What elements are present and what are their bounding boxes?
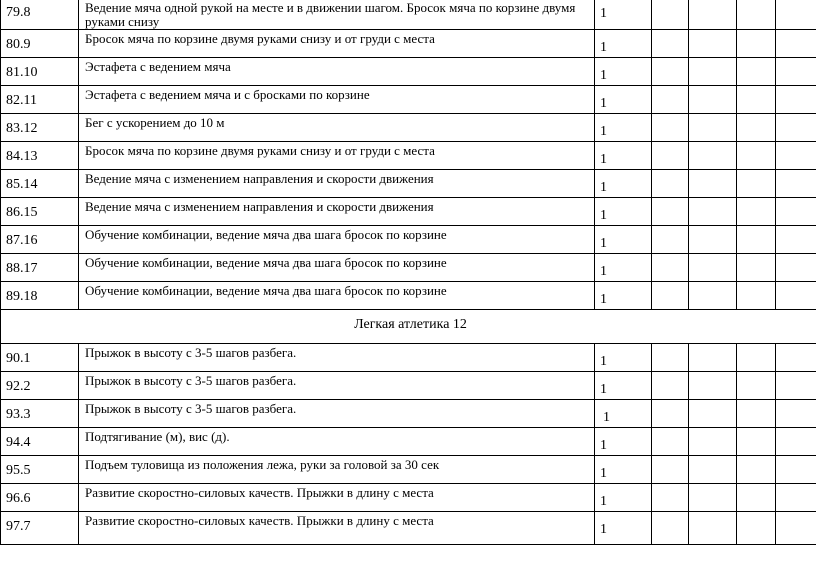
table-row xyxy=(1,114,816,142)
section-title: Легкая атлетика 12 xyxy=(1,310,816,344)
lesson-number: 81.10 xyxy=(1,58,79,86)
empty-cell xyxy=(737,512,776,545)
empty-cell xyxy=(776,456,816,484)
table-row xyxy=(1,428,816,456)
empty-cell xyxy=(689,86,737,114)
lesson-topic: Обучение комбинации, ведение мяча два шага бросок по корзине xyxy=(79,254,595,282)
empty-cell xyxy=(689,400,737,428)
empty-cell xyxy=(689,0,737,30)
empty-cell xyxy=(652,282,689,310)
table-row xyxy=(1,170,816,198)
lesson-hours: 1 xyxy=(595,114,652,142)
table-row xyxy=(1,344,816,372)
empty-cell xyxy=(652,512,689,545)
empty-cell xyxy=(776,484,816,512)
empty-cell xyxy=(652,428,689,456)
lesson-number: 84.13 xyxy=(1,142,79,170)
lesson-number: 95.5 xyxy=(1,456,79,484)
table-row xyxy=(1,372,816,400)
empty-cell xyxy=(652,254,689,282)
lesson-topic: Бег с ускорением до 10 м xyxy=(79,114,595,142)
lesson-hours: 1 xyxy=(595,142,652,170)
lesson-hours: 1 xyxy=(595,400,652,428)
lesson-number: 86.15 xyxy=(1,198,79,226)
empty-cell xyxy=(737,484,776,512)
empty-cell xyxy=(776,282,816,310)
lesson-number: 92.2 xyxy=(1,372,79,400)
lesson-hours: 1 xyxy=(595,372,652,400)
empty-cell xyxy=(737,30,776,58)
empty-cell xyxy=(776,30,816,58)
empty-cell xyxy=(689,226,737,254)
empty-cell xyxy=(689,58,737,86)
empty-cell xyxy=(652,142,689,170)
lesson-topic: Эстафета с ведением мяча xyxy=(79,58,595,86)
lesson-topic: Подъем туловища из положения лежа, руки за головой за 30 сек xyxy=(79,456,595,484)
empty-cell xyxy=(689,512,737,545)
lesson-topic: Прыжок в высоту с 3-5 шагов разбега. xyxy=(79,344,595,372)
empty-cell xyxy=(737,198,776,226)
empty-cell xyxy=(689,198,737,226)
empty-cell xyxy=(737,400,776,428)
lesson-hours: 1 xyxy=(595,58,652,86)
lesson-hours: 1 xyxy=(595,198,652,226)
empty-cell xyxy=(737,428,776,456)
table-row xyxy=(1,30,816,58)
empty-cell xyxy=(652,456,689,484)
table-row xyxy=(1,86,816,114)
lesson-topic: Обучение комбинации, ведение мяча два шага бросок по корзине xyxy=(79,226,595,254)
empty-cell xyxy=(689,114,737,142)
empty-cell xyxy=(776,512,816,545)
table-row xyxy=(1,400,816,428)
lesson-number: 90.1 xyxy=(1,344,79,372)
empty-cell xyxy=(652,484,689,512)
empty-cell xyxy=(776,170,816,198)
empty-cell xyxy=(652,170,689,198)
lesson-hours: 1 xyxy=(595,170,652,198)
empty-cell xyxy=(652,226,689,254)
empty-cell xyxy=(737,372,776,400)
lesson-number: 97.7 xyxy=(1,512,79,545)
empty-cell xyxy=(652,30,689,58)
empty-cell xyxy=(737,170,776,198)
empty-cell xyxy=(776,0,816,30)
lesson-topic: Бросок мяча по корзине двумя руками снизу и от груди с места xyxy=(79,142,595,170)
lesson-topic: Ведение мяча одной рукой на месте и в движении шагом. Бросок мяча по корзине двумя руками снизу xyxy=(79,0,595,30)
empty-cell xyxy=(652,58,689,86)
empty-cell xyxy=(737,254,776,282)
empty-cell xyxy=(689,344,737,372)
table-row xyxy=(1,282,816,310)
empty-cell xyxy=(776,372,816,400)
empty-cell xyxy=(776,198,816,226)
table-row xyxy=(1,142,816,170)
lesson-number: 80.9 xyxy=(1,30,79,58)
lesson-topic: Эстафета с ведением мяча и с бросками по корзине xyxy=(79,86,595,114)
lesson-hours: 1 xyxy=(595,428,652,456)
empty-cell xyxy=(689,456,737,484)
lesson-number: 82.11 xyxy=(1,86,79,114)
lesson-hours: 1 xyxy=(595,456,652,484)
empty-cell xyxy=(737,344,776,372)
empty-cell xyxy=(689,372,737,400)
lesson-topic: Ведение мяча с изменением направления и скорости движения xyxy=(79,198,595,226)
empty-cell xyxy=(652,344,689,372)
lesson-topic: Ведение мяча с изменением направления и скорости движения xyxy=(79,170,595,198)
lesson-number: 93.3 xyxy=(1,400,79,428)
lesson-number: 94.4 xyxy=(1,428,79,456)
empty-cell xyxy=(689,282,737,310)
table-row xyxy=(1,58,816,86)
empty-cell xyxy=(776,344,816,372)
empty-cell xyxy=(776,114,816,142)
empty-cell xyxy=(689,428,737,456)
lesson-topic: Развитие скоростно-силовых качеств. Прыжки в длину с места xyxy=(79,512,595,545)
empty-cell xyxy=(776,254,816,282)
empty-cell xyxy=(689,484,737,512)
lesson-hours: 1 xyxy=(595,30,652,58)
lesson-number: 83.12 xyxy=(1,114,79,142)
empty-cell xyxy=(776,400,816,428)
empty-cell xyxy=(652,400,689,428)
empty-cell xyxy=(776,226,816,254)
empty-cell xyxy=(776,86,816,114)
empty-cell xyxy=(689,170,737,198)
empty-cell xyxy=(652,0,689,30)
empty-cell xyxy=(737,456,776,484)
lesson-topic: Прыжок в высоту с 3-5 шагов разбега. xyxy=(79,372,595,400)
empty-cell xyxy=(689,142,737,170)
lesson-topic: Обучение комбинации, ведение мяча два шага бросок по корзине xyxy=(79,282,595,310)
lesson-number: 79.8 xyxy=(1,0,79,30)
empty-cell xyxy=(737,142,776,170)
lesson-hours: 1 xyxy=(595,254,652,282)
lesson-number: 85.14 xyxy=(1,170,79,198)
lesson-hours: 1 xyxy=(595,0,652,30)
empty-cell xyxy=(776,428,816,456)
lesson-topic: Бросок мяча по корзине двумя руками снизу и от груди с места xyxy=(79,30,595,58)
empty-cell xyxy=(737,226,776,254)
empty-cell xyxy=(652,198,689,226)
lesson-topic: Подтягивание (м), вис (д). xyxy=(79,428,595,456)
table-row xyxy=(1,254,816,282)
empty-cell xyxy=(737,0,776,30)
empty-cell xyxy=(652,114,689,142)
empty-cell xyxy=(737,86,776,114)
lesson-hours: 1 xyxy=(595,226,652,254)
empty-cell xyxy=(737,58,776,86)
lesson-hours: 1 xyxy=(595,282,652,310)
lesson-number: 87.16 xyxy=(1,226,79,254)
empty-cell xyxy=(737,282,776,310)
lesson-topic: Прыжок в высоту с 3-5 шагов разбега. xyxy=(79,400,595,428)
lesson-number: 88.17 xyxy=(1,254,79,282)
empty-cell xyxy=(776,58,816,86)
lesson-hours: 1 xyxy=(595,344,652,372)
table-row xyxy=(1,0,816,30)
empty-cell xyxy=(737,114,776,142)
section-header-row xyxy=(1,310,816,344)
lesson-hours: 1 xyxy=(595,512,652,545)
lesson-hours: 1 xyxy=(595,484,652,512)
table-row xyxy=(1,198,816,226)
table-row xyxy=(1,484,816,512)
empty-cell xyxy=(689,254,737,282)
empty-cell xyxy=(652,86,689,114)
empty-cell xyxy=(689,30,737,58)
table-row xyxy=(1,456,816,484)
table-row xyxy=(1,512,816,545)
lesson-number: 89.18 xyxy=(1,282,79,310)
table-row xyxy=(1,226,816,254)
lesson-topic: Развитие скоростно-силовых качеств. Прыжки в длину с места xyxy=(79,484,595,512)
lesson-number: 96.6 xyxy=(1,484,79,512)
empty-cell xyxy=(776,142,816,170)
empty-cell xyxy=(652,372,689,400)
lesson-hours: 1 xyxy=(595,86,652,114)
